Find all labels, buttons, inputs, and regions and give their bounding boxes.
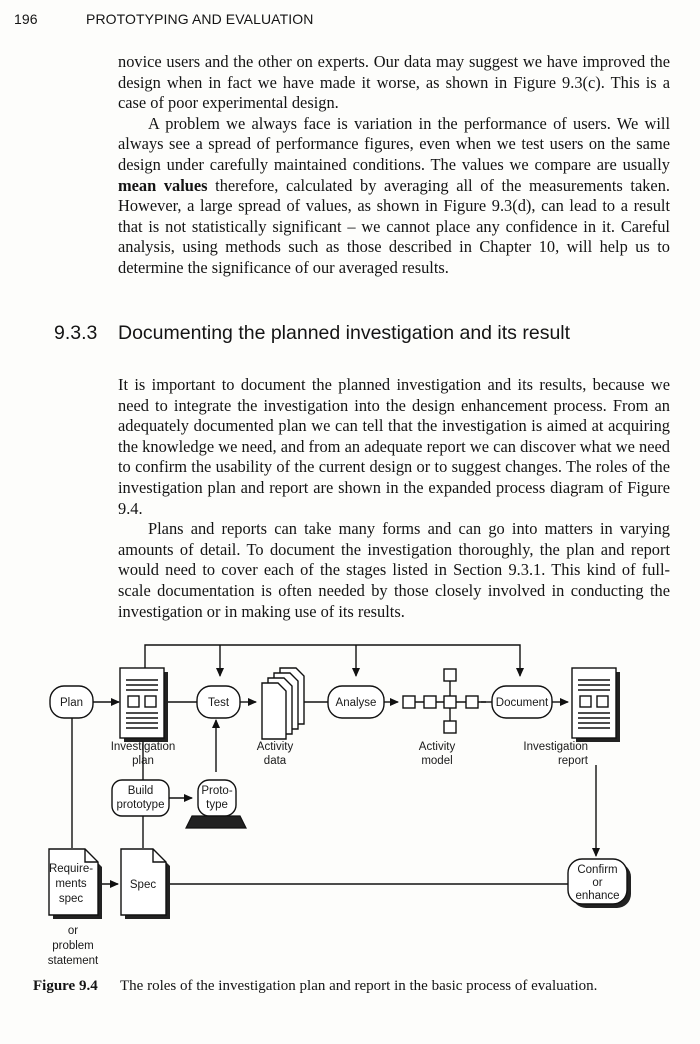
confirm-or-enhance-label-3: enhance <box>575 890 620 902</box>
activity-model-icon <box>403 669 486 733</box>
analyse-label: Analyse <box>335 697 377 709</box>
paragraph-2: A problem we always face is variation in the performance of users. We will always see a spread of performance figures, even when we test users on the same design under carefully maintained conditions. The values we compare are usually mean values therefore, calculated by averaging all of the measurements taken. However, a large spread of values, as shown in Figure 9.3(d), can lead to a result that is not statistically significant – we cannot place any confidence in it. Careful analysis, using methods such as those described in Chapter 10, will help us to determine the significance of our averaged results. <box>118 113 671 277</box>
build-prototype-label-2: prototype <box>116 799 165 811</box>
test-label: Test <box>207 697 230 709</box>
body-text-bottom <box>118 375 670 622</box>
investigation-plan-document-icon <box>120 668 168 742</box>
plan-label: Plan <box>59 697 84 709</box>
activity-model-label-1: Activity <box>418 741 456 753</box>
section-number: 9.3.3 <box>54 322 98 344</box>
requirements-spec-label-3: spec <box>58 893 84 905</box>
page-number: 196 <box>14 11 38 27</box>
paragraph-4: Plans and reports can take many forms and can go into matters in varying amounts of detail. To document the investigation thoroughly, the plan and report would need to cover each of the stages listed in Section 9.3.1. This kind of full-scale documentation is often needed by those closely involved in conducting the investigation or in making use of its results. <box>118 519 670 621</box>
problem-statement-label-3: statement <box>47 955 99 967</box>
prototype-label-1: Proto- <box>201 785 233 797</box>
investigation-report-document-icon <box>572 668 620 742</box>
paragraph-3: It is important to document the planned investigation and its results, because we need to integrate the investigation into the design enhancement process. From an adequately documented plan we can tell that the investigation is aimed at acquiring the knowledge we need, and from an adequate report we can discover what we need to confirm the usability of the current design or to suggest changes. The roles of the investigation plan and report are shown in the expanded process diagram of Figure 9.4. <box>118 375 670 518</box>
section-title: Documenting the planned investigation and its result <box>118 322 571 344</box>
spec-label: Spec <box>129 879 157 891</box>
activity-data-stack-icon <box>262 668 304 739</box>
document-label: Document <box>495 697 549 709</box>
problem-statement-label-1: or <box>67 925 79 937</box>
running-title: PROTOTYPING AND EVALUATION <box>86 11 314 27</box>
prototype-label-2: type <box>206 799 228 811</box>
activity-data-label-2: data <box>263 755 287 767</box>
paragraph-1: novice users and the other on experts. Our data may suggest we have improved the design when in fact we have made it worse, as shown in Figure 9.3(c). This is a case of poor experimental design. <box>118 52 670 113</box>
body-text-top <box>118 52 670 279</box>
requirements-spec-label-2: ments <box>55 878 87 890</box>
investigation-report-label-2: report <box>557 755 588 767</box>
activity-data-label-1: Activity <box>256 741 294 753</box>
figure-caption-label: Figure 9.4 <box>33 978 98 994</box>
figure-caption-text: The roles of the investigation plan and report in the basic process of evaluation. <box>120 978 598 994</box>
investigation-report-label-1: Investigation <box>523 741 588 753</box>
activity-model-label-2: model <box>421 755 453 767</box>
problem-statement-label-2: problem <box>52 940 94 952</box>
confirm-or-enhance-label-2: or <box>592 877 603 889</box>
build-prototype-label-1: Build <box>127 785 154 797</box>
investigation-plan-label-2: plan <box>132 755 154 767</box>
requirements-spec-label-1: Require- <box>48 863 94 875</box>
confirm-or-enhance-label-1: Confirm <box>577 864 618 876</box>
investigation-plan-label-1: Investigation <box>110 741 176 753</box>
figure-9-4-diagram <box>0 630 700 975</box>
